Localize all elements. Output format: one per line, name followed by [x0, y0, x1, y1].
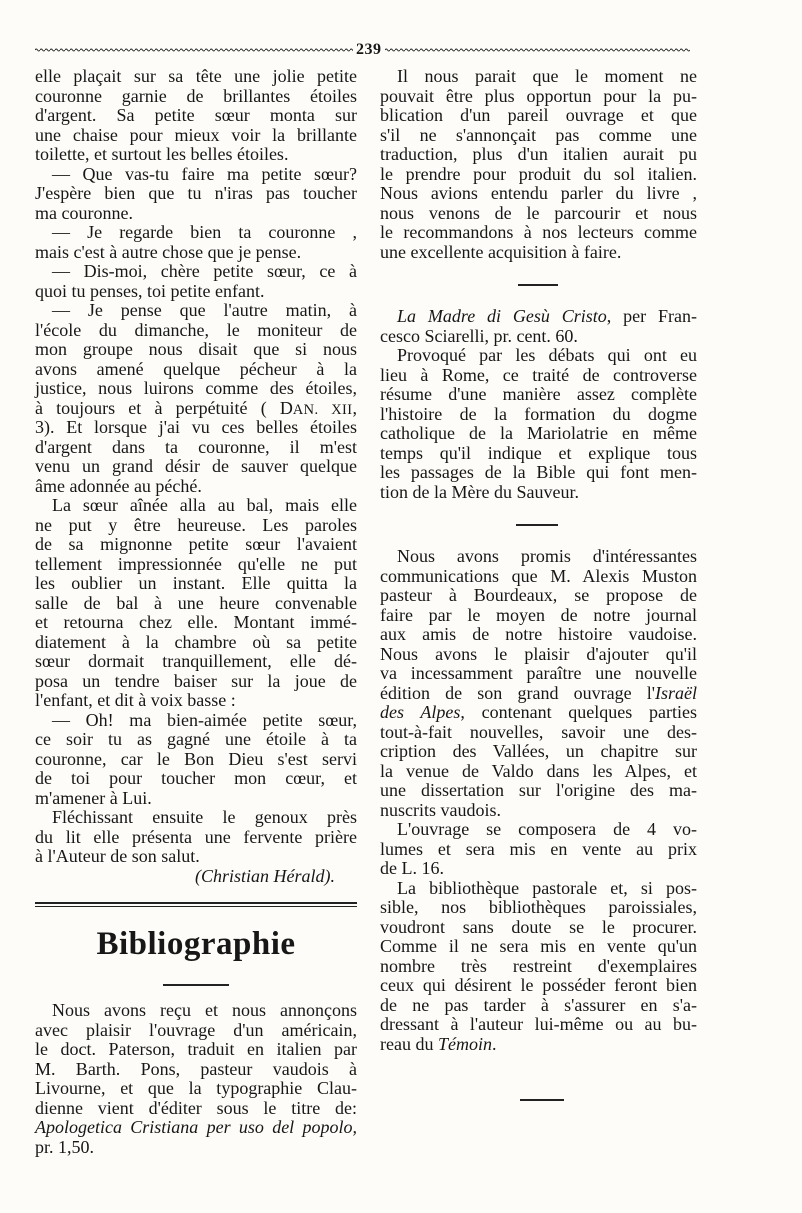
line-text: — Je pense que l'autre matin, à [52, 300, 357, 320]
line-text: mais c'est à autre chose que je pense. [35, 241, 302, 262]
line-text: ma couronne. [35, 202, 133, 223]
line-text: dienne vient d'éditer sous le titre de: [35, 1097, 357, 1118]
line-text: . [491, 1033, 497, 1054]
text-line [35, 126, 357, 146]
line-text: reau du [380, 1033, 438, 1054]
line-text: — Que vas-tu faire ma petite sœur? [52, 163, 357, 184]
line-text: Comme il ne sera mis en vente qu'un [380, 936, 697, 956]
paragraph [380, 547, 697, 820]
text-line [380, 165, 697, 185]
text-line [380, 444, 697, 464]
line-text: — Dis-moi, chère petite sœur, ce à [52, 261, 357, 281]
text-line [380, 366, 697, 386]
line-text: Nous avons reçu et nous annonçons [52, 1000, 357, 1020]
line-text: s'il ne s'annonçait pas comme une [380, 124, 697, 145]
page-header [35, 42, 690, 58]
line-text: m'amener à Lui. [35, 787, 152, 808]
text-line [35, 535, 357, 555]
text-line [35, 87, 357, 107]
review-conclusion [380, 67, 697, 262]
text-line [35, 477, 357, 497]
paragraph [380, 307, 697, 346]
line-text: justice, nous luirons comme des étoiles, [35, 378, 357, 398]
paragraph [35, 496, 357, 711]
line-text: les oublier un instant. Elle quitta la [35, 573, 357, 593]
text-line [35, 1060, 357, 1080]
text-line [35, 1079, 357, 1099]
line-text: J'espère bien que tu n'iras pas toucher [35, 183, 357, 203]
text-line [35, 360, 357, 380]
line-text: diatement à la chambre où sa petite [35, 631, 357, 652]
text-line [380, 586, 697, 606]
text-line [380, 996, 697, 1016]
line-text: nuscrits vaudois. [380, 799, 501, 820]
line-text: La bibliothèque pastorale et, si pos- [397, 877, 697, 898]
line-text: Nous avons le plaisir d'ajouter qu'il [380, 643, 697, 664]
wavy-rule-right [385, 47, 691, 53]
text-line [35, 1099, 357, 1119]
text-line [380, 204, 697, 224]
section-divider [35, 902, 357, 907]
item-separator [516, 524, 558, 526]
line-text: ne put y être heureuse. Les paroles [35, 514, 357, 535]
line-text: pr. 1,50. [35, 1136, 95, 1157]
line-text: de ne pas tarder à s'assurer en s'a- [380, 994, 697, 1015]
line-text: sible, nos bibliothèques paroissiales, [380, 897, 697, 917]
text-line [380, 918, 697, 938]
line-text: couronne, car le Bon Dieu s'est servi [35, 748, 357, 769]
line-text: l'enfant, et dit à voix basse : [35, 690, 236, 710]
line-text: quoi tu penses, toi petite enfant. [35, 280, 265, 301]
italic-text: Témoin [437, 1033, 492, 1054]
line-text: âme adonnée au péché. [35, 475, 202, 496]
line-text: de L. 16. [380, 858, 444, 878]
text-line [380, 820, 697, 840]
text-line [35, 418, 357, 438]
text-line [35, 808, 357, 828]
notice-muston [380, 547, 697, 1054]
line-text: Il nous parait que le moment ne [397, 66, 697, 86]
review-intro [35, 1001, 357, 1157]
line-text: voudront sans doute se le procurer. [380, 916, 697, 937]
line-text: une excellente acquisition à faire. [380, 241, 622, 262]
italic-text: Israël [655, 682, 697, 703]
line-text: à l'Auteur de son salut. [35, 846, 200, 866]
line-text: aux amis de notre histoire vaudoise. [380, 624, 697, 644]
line-text: La sœur aînée alla au bal, mais elle [52, 495, 357, 515]
text-line [35, 165, 357, 185]
text-line [380, 223, 697, 243]
line-text: à toujours et à perpétuité ( D [35, 397, 293, 418]
text-line [35, 828, 357, 848]
line-text: Fléchissant ensuite le genoux près [52, 807, 357, 827]
line-text: lumes et sera mis en vente au prix [380, 838, 697, 859]
line-text: cesco Sciarelli, pr. cent. 60. [380, 325, 578, 346]
text-line [35, 750, 357, 770]
text-line [35, 204, 357, 224]
text-line [35, 652, 357, 672]
text-line [380, 898, 697, 918]
line-text: toilette, et surtout les belles étoiles. [35, 144, 289, 164]
line-text: mon groupe nous disait que si nous [35, 339, 357, 359]
line-text: ce soir tu as gagné une étoile à ta [35, 729, 357, 749]
notice-madre [380, 307, 697, 502]
text-line [380, 106, 697, 126]
text-line [380, 859, 697, 879]
line-text: avec plaisir l'ouvrage d'un américain, [35, 1019, 357, 1040]
text-line [380, 346, 697, 366]
text-line [380, 547, 697, 567]
paragraph [35, 301, 357, 496]
story-text [35, 67, 357, 867]
text-line [35, 1118, 357, 1138]
line-text: faire par le moyen de notre journal [380, 604, 697, 625]
text-line [380, 184, 697, 204]
heading-rule [163, 984, 229, 986]
line-text: Nous avons promis d'intéressantes [397, 546, 697, 566]
line-text: le doct. Paterson, traduit en italien par [35, 1039, 357, 1059]
text-line [380, 879, 697, 899]
text-line [380, 625, 697, 645]
text-line [35, 301, 357, 321]
text-line [35, 1001, 357, 1021]
paragraph [380, 820, 697, 879]
text-line [380, 1015, 697, 1035]
text-line [35, 574, 357, 594]
text-line [380, 1035, 697, 1055]
line-text: salle de bal à une heure convenable [35, 592, 357, 613]
text-line [35, 243, 357, 263]
small-caps-text: AN. XII [292, 401, 353, 418]
line-text: de toi pour toucher mon cœur, et [35, 768, 357, 788]
text-line [380, 840, 697, 860]
line-text: une dissertation sur l'origine des ma- [380, 780, 697, 800]
line-text: de sa mignonne petite sœur l'avaient [35, 534, 357, 554]
line-text: pouvait être plus opportun pour la pu- [380, 85, 697, 106]
text-line [380, 145, 697, 165]
paragraph [35, 262, 357, 301]
paragraph [380, 879, 697, 1055]
italic-text: des Alpes [380, 702, 461, 722]
text-line [380, 762, 697, 782]
text-line [35, 340, 357, 360]
text-line [380, 424, 697, 444]
paragraph [35, 165, 357, 224]
text-line [35, 1040, 357, 1060]
paragraph [35, 711, 357, 809]
text-line [35, 633, 357, 653]
line-text: sœur dormait tranquillement, elle dé- [35, 651, 357, 671]
text-line [35, 613, 357, 633]
text-line [35, 262, 357, 282]
text-line [35, 379, 357, 399]
text-line [380, 723, 697, 743]
line-text: la venue de Valdo dans les Alpes, et [380, 760, 697, 781]
line-text: résume d'une manière assez complète [380, 384, 697, 404]
text-line [35, 145, 357, 165]
text-line [35, 106, 357, 126]
line-text: , per Fran- [606, 306, 697, 326]
text-line [380, 463, 697, 483]
text-line [380, 703, 697, 723]
story-section [35, 67, 357, 886]
text-line [380, 405, 697, 425]
text-line [380, 126, 697, 146]
text-line [380, 664, 697, 684]
line-text: d'argent dans ta couronne, il m'est [35, 436, 357, 457]
text-line [35, 769, 357, 789]
line-text: temps qu'il indique et explique tous [380, 442, 697, 463]
text-line [380, 957, 697, 977]
text-line [380, 67, 697, 87]
text-line [35, 555, 357, 575]
text-line [35, 67, 357, 87]
text-line [35, 321, 357, 341]
line-text: avons amené quelque pécheur à la [35, 358, 357, 379]
italic-text: La Madre di Gesù Cristo [397, 306, 607, 326]
text-line [35, 399, 357, 419]
line-text: L'ouvrage se composera de 4 vo- [397, 819, 697, 839]
paragraph [35, 808, 357, 867]
text-line [35, 691, 357, 711]
text-line [380, 327, 697, 347]
line-text: catholique de la Mariolatrie en même [380, 423, 697, 443]
text-line [35, 1138, 357, 1158]
line-text: tout-à-fait nouvelles, savoir une des- [380, 721, 697, 742]
text-line [380, 976, 697, 996]
item-separator [518, 284, 558, 286]
text-line [380, 87, 697, 107]
line-text: posa un tendre baiser sur la joue de [35, 670, 357, 691]
line-text: du lit elle présenta une fervente prière [35, 826, 357, 847]
text-line [35, 516, 357, 536]
section-heading: Bibliographie [96, 926, 296, 962]
line-text: le recommandons à nos lecteurs comme [380, 222, 697, 242]
line-text: ceux qui désirent le posséder feront bien [380, 975, 697, 995]
line-text: Provoqué par les débats qui ont eu [397, 345, 697, 365]
line-text: — Oh! ma bien-aimée petite sœur, [52, 709, 357, 730]
text-line [35, 847, 357, 867]
line-text: tion de la Mère du Sauveur. [380, 481, 579, 502]
attribution: (Christian Hérald). [194, 865, 335, 886]
line-text: lieu à Rome, ce traité de controverse [380, 364, 697, 385]
text-line [380, 243, 697, 263]
line-text: communications que M. Alexis Muston [380, 565, 697, 586]
line-text: édition de son grand ouvrage l' [380, 682, 655, 703]
line-text: cription des Vallées, un chapitre sur [380, 741, 697, 761]
line-text: 3). Et lorsque j'ai vu ces belles étoiles [35, 417, 357, 437]
text-line [380, 483, 697, 503]
paragraph [380, 346, 697, 502]
text-line [35, 496, 357, 516]
text-line [35, 438, 357, 458]
line-text: d'argent. Sa petite sœur monta sur [35, 105, 357, 125]
paragraph [35, 67, 357, 165]
text-line [35, 711, 357, 731]
line-text: les passages de la Bible qui font men- [380, 462, 697, 482]
line-text: tellement impressionnée qu'elle ne put [35, 553, 357, 574]
text-line [380, 645, 697, 665]
paragraph [380, 67, 697, 262]
line-text: venu un grand désir de sauver quelque [35, 456, 357, 476]
text-line [380, 567, 697, 587]
line-text: l'histoire de la formation du dogme [380, 403, 697, 424]
text-line [380, 742, 697, 762]
line-text: , contenant quelques parties [460, 702, 697, 722]
line-text: Livourne, et que la typographie Clau- [35, 1078, 357, 1098]
line-text: Nous avions entendu parler du livre , [380, 183, 697, 203]
text-line [35, 184, 357, 204]
line-text: M. Barth. Pons, pasteur vaudois à [35, 1058, 357, 1079]
paragraph [35, 223, 357, 262]
text-line [35, 457, 357, 477]
page-number: 239 [356, 41, 382, 58]
text-line [380, 801, 697, 821]
line-text: — Je regarde bien ta couronne , [52, 222, 357, 242]
text-line [35, 594, 357, 614]
text-line [380, 684, 697, 704]
wavy-rule-left [35, 47, 353, 53]
line-text: couronne garnie de brillantes étoiles [35, 85, 357, 106]
text-line [380, 606, 697, 626]
text-line [35, 282, 357, 302]
text-line [35, 1021, 357, 1041]
text-line [35, 789, 357, 809]
paragraph [35, 1001, 357, 1157]
line-text: traduction, plus d'un italien aurait pu [380, 144, 697, 164]
text-line [35, 223, 357, 243]
line-text: nous venons de le parcourir et nous [380, 202, 697, 223]
line-text: elle plaçait sur sa tête une jolie petite [35, 66, 357, 86]
line-text: , [352, 397, 357, 418]
line-text: le prendre pour produit du sol italien. [380, 163, 697, 184]
text-line [380, 385, 697, 405]
line-text: va incessamment paraître une nouvelle [380, 663, 697, 683]
item-separator [520, 1099, 564, 1101]
line-text: nombre très restreint d'exemplaires [380, 955, 697, 976]
text-line [380, 307, 697, 327]
line-text: et retourna chez elle. Montant immé- [35, 612, 357, 632]
text-line [35, 730, 357, 750]
line-text: pasteur à Bourdeaux, se propose de [380, 585, 697, 605]
text-line [380, 781, 697, 801]
italic-text: Apologetica Cristiana per uso del popolo, [35, 1117, 357, 1137]
text-line [35, 672, 357, 692]
line-text: blication d'un pareil ouvrage et que [380, 105, 697, 125]
text-line [380, 937, 697, 957]
line-text: l'école du dimanche, le moniteur de [35, 319, 357, 340]
line-text: une chaise pour mieux voir la brillante [35, 124, 357, 145]
line-text: dressant à l'auteur lui-même ou au bu- [380, 1014, 697, 1034]
